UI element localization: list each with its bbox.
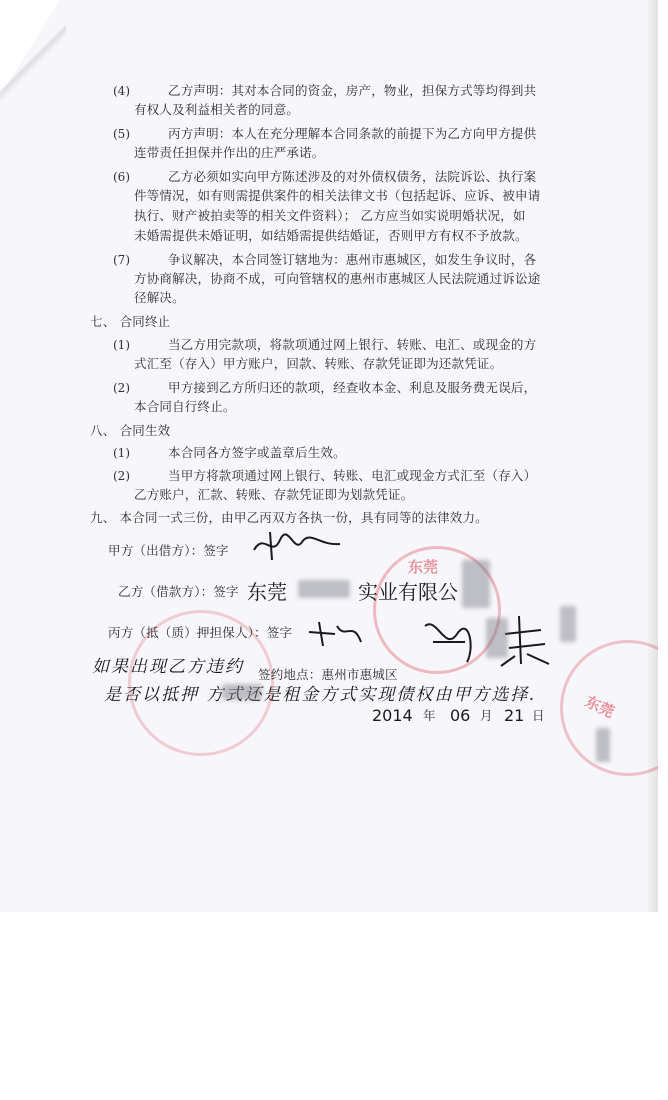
signing-place: 签约地点：惠州市惠城区	[258, 667, 398, 682]
clause-line: 乙方账户，汇款、转账、存款凭证即为划款凭证。	[134, 487, 414, 502]
redacted-block	[486, 618, 508, 658]
clause-line: 径解决。	[134, 290, 185, 305]
date-year-unit: 年	[423, 708, 436, 723]
item-number: (1)	[113, 446, 130, 460]
clause-line: 当甲方将款项通过网上银行、转账、电汇或现金方式汇至（存入）	[168, 468, 537, 483]
item-number: (2)	[113, 469, 130, 483]
clause-line: 本合同自行终止。	[134, 399, 236, 414]
redacted-block	[596, 728, 610, 762]
clause-line: 未婚需提供未婚证明，如结婚需提供结婚证，否则甲方有权不予放款。	[134, 228, 528, 243]
party-c-label: 丙方（抵（质）押担保人）：签字	[108, 625, 293, 640]
item-number: (1)	[113, 338, 130, 352]
redacted-block	[222, 684, 262, 700]
handwritten-note: 如果出现乙方违约	[92, 657, 244, 677]
item-number: (2)	[113, 381, 130, 395]
handwritten-note: 是否以抵押 方式还是租金方式实现债权由甲方选择.	[104, 685, 537, 705]
section-heading: 八、 合同生效	[90, 423, 171, 438]
clause-line: 连带责任担保并作出的庄严承诺。	[134, 145, 325, 160]
item-number: (4)	[113, 84, 130, 98]
clause-line: 本合同各方签字或盖章后生效。	[168, 445, 346, 460]
clause-line: 件等情况，如有则需提供案件的相关法律文书（包括起诉、应诉、被申请	[134, 188, 541, 203]
clause-line: 甲方接到乙方所归还的款项，经查收本金、利息及服务费无误后，	[168, 380, 537, 395]
clause-line: 有权人及利益相关者的同意。	[134, 102, 300, 117]
redacted-block	[462, 560, 490, 608]
party-c-signature	[305, 612, 575, 668]
date-day-unit: 日	[532, 708, 545, 723]
seal-text: 东莞	[408, 558, 439, 576]
item-number: (7)	[113, 253, 130, 267]
clause-line: 当乙方用完款项，将款项通过网上银行、转账、电汇、或现金的方	[168, 337, 537, 352]
party-a-label: 甲方（出借方）：签字	[108, 543, 229, 558]
date-year: 2014	[372, 706, 413, 725]
handwritten-company: 东莞	[247, 580, 287, 604]
clause-line: 乙方声明：其对本合同的资金，房产，物业，担保方式等均得到共	[168, 83, 537, 98]
date-day: 21	[504, 706, 525, 725]
section-heading: 九、 本合同一式三份，由甲乙丙双方各执一份，具有同等的法律效力。	[90, 510, 488, 525]
clause-line: 方协商解决，协商不成，可向管辖权的惠州市惠城区人民法院通过诉讼途	[134, 271, 541, 286]
party-a-signature	[250, 528, 350, 562]
item-number: (5)	[113, 127, 130, 141]
page-edge	[648, 0, 658, 912]
section-heading: 七、 合同终止	[90, 314, 171, 329]
clause-line: 丙方声明：本人在充分理解本合同条款的前提下为乙方向甲方提供	[168, 126, 537, 141]
handwritten-company: 实业有限公	[358, 580, 458, 604]
seal-text: 东莞	[582, 692, 618, 722]
redacted-block	[560, 606, 576, 642]
date-month: 06	[450, 706, 471, 725]
clause-line: 争议解决，本合同签订辖地为：惠州市惠城区，如发生争议时，各	[168, 252, 537, 267]
clause-line: 执行、财产被拍卖等的相关文件资料）； 乙方应当如实说明婚状况，如	[134, 208, 526, 223]
party-b-label: 乙方（借款方）：签字	[118, 584, 239, 599]
clause-line: 式汇至（存入）甲方账户，回款、转账、存款凭证即为还款凭证。	[134, 356, 503, 371]
clause-line: 乙方必须如实向甲方陈述涉及的对外债权债务，法院诉讼、执行案	[168, 169, 537, 184]
item-number: (6)	[113, 170, 130, 184]
date-month-unit: 月	[480, 708, 493, 723]
redacted-block	[298, 580, 350, 598]
